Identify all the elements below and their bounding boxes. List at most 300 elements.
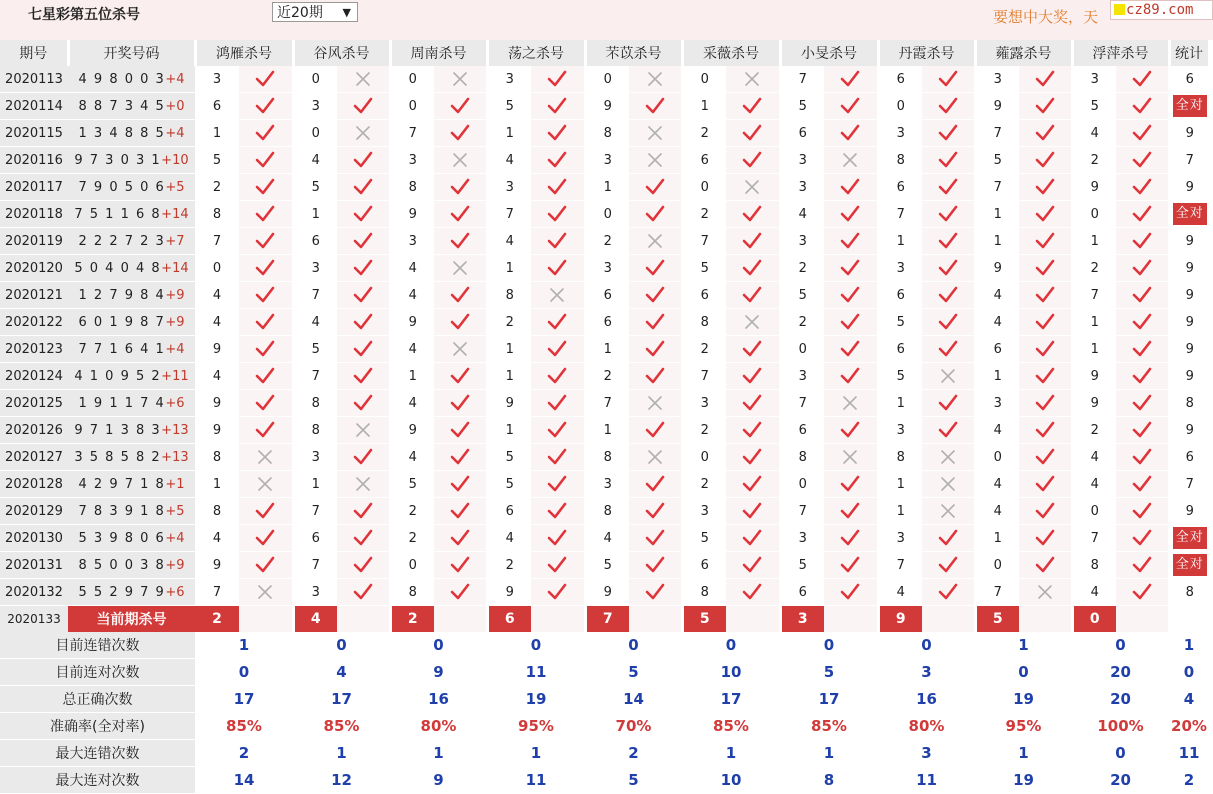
- stats-value: 3: [878, 740, 975, 767]
- kill-result: [1019, 525, 1072, 552]
- kill-result: [239, 282, 293, 309]
- kill-number: 5: [293, 174, 337, 201]
- stats-value: 11: [487, 767, 585, 794]
- kill-result: [824, 255, 878, 282]
- draw-digits: 4 2 9 7 1 8: [78, 476, 166, 492]
- kill-result: [239, 93, 293, 120]
- kill-number: 4: [195, 309, 239, 336]
- stats-value: 1: [780, 740, 878, 767]
- kill-result: [824, 417, 878, 444]
- stats-value: 85%: [195, 713, 293, 740]
- check-icon: [938, 177, 958, 197]
- stats-value: 1: [975, 632, 1072, 659]
- table-row: [0, 552, 1209, 579]
- check-icon: [645, 501, 665, 521]
- check-icon: [938, 96, 958, 116]
- stats-value: 0: [195, 659, 293, 686]
- table-row: [0, 390, 1209, 417]
- check-icon: [840, 528, 860, 548]
- draw-number-cell: [68, 93, 195, 120]
- cross-icon: [1035, 582, 1055, 602]
- kill-result: [629, 417, 682, 444]
- kill-number: 4: [195, 525, 239, 552]
- draw-digits: 1 9 1 1 7 4: [78, 395, 166, 411]
- kill-number: 5: [780, 93, 824, 120]
- table-row: [0, 228, 1209, 255]
- empty-cell: [922, 606, 975, 633]
- stats-value: 11: [487, 659, 585, 686]
- kill-number: 7: [780, 390, 824, 417]
- current-kill-label: 当前期杀号: [68, 606, 195, 633]
- kill-result: [629, 120, 682, 147]
- cross-icon: [840, 447, 860, 467]
- kill-result: [726, 336, 780, 363]
- kill-result: [531, 309, 585, 336]
- stats-value: 17: [682, 686, 780, 713]
- kill-number: 2: [1072, 417, 1116, 444]
- table-row: [0, 417, 1209, 444]
- draw-number-cell: [68, 552, 195, 579]
- kill-result: [531, 471, 585, 498]
- kill-result: [726, 471, 780, 498]
- kill-result: [629, 93, 682, 120]
- draw-digits: 1 3 4 8 8 5: [78, 125, 166, 141]
- stats-value: 80%: [390, 713, 487, 740]
- cross-icon: [255, 447, 275, 467]
- stat-cell: 9: [1169, 120, 1209, 147]
- kill-result: [239, 120, 293, 147]
- period-cell: 2020120: [0, 255, 68, 282]
- draw-bonus: +5: [165, 179, 185, 195]
- kill-number: 2: [195, 174, 239, 201]
- kill-result: [434, 417, 487, 444]
- check-icon: [450, 582, 470, 602]
- kill-number: 8: [682, 579, 726, 606]
- kill-number: 9: [195, 390, 239, 417]
- kill-number: 5: [195, 147, 239, 174]
- stat-cell: 6: [1169, 444, 1209, 471]
- stats-value: 85%: [682, 713, 780, 740]
- check-icon: [1132, 150, 1152, 170]
- check-icon: [353, 177, 373, 197]
- kill-number: 3: [390, 228, 434, 255]
- check-icon: [1132, 501, 1152, 521]
- kill-number: 6: [682, 147, 726, 174]
- check-icon: [450, 312, 470, 332]
- stat-cell: 6: [1169, 66, 1209, 93]
- kill-number: 6: [293, 525, 337, 552]
- kill-result: [922, 174, 975, 201]
- kill-number: 6: [878, 336, 922, 363]
- kill-result: [922, 93, 975, 120]
- cross-icon: [742, 177, 762, 197]
- stats-value: 1: [195, 632, 293, 659]
- kill-number: 4: [390, 390, 434, 417]
- draw-number-cell: [68, 471, 195, 498]
- kill-number: 7: [780, 66, 824, 93]
- kill-number: 1: [195, 471, 239, 498]
- draw-digits: 5 3 9 8 0 6: [78, 530, 166, 546]
- kill-result: [629, 444, 682, 471]
- draw-number-cell: [68, 66, 195, 93]
- kill-number: 5: [487, 444, 531, 471]
- stat-cell: 9: [1169, 336, 1209, 363]
- check-icon: [742, 96, 762, 116]
- period-cell: 2020133: [0, 606, 68, 633]
- kill-number: 7: [390, 120, 434, 147]
- check-icon: [450, 285, 470, 305]
- kill-number: 3: [780, 174, 824, 201]
- kill-result: [726, 228, 780, 255]
- kill-result: [824, 336, 878, 363]
- check-icon: [353, 501, 373, 521]
- stats-value: 1: [682, 740, 780, 767]
- kill-number: 8: [293, 417, 337, 444]
- check-icon: [450, 528, 470, 548]
- check-icon: [938, 393, 958, 413]
- check-icon: [450, 447, 470, 467]
- kill-result: [726, 417, 780, 444]
- kill-result: [239, 552, 293, 579]
- kill-number: 4: [975, 282, 1019, 309]
- kill-result: [239, 525, 293, 552]
- kill-number: 5: [293, 336, 337, 363]
- kill-result: [337, 66, 390, 93]
- kill-result: [337, 228, 390, 255]
- column-header: 采薇杀号: [682, 40, 780, 66]
- kill-number: 1: [975, 201, 1019, 228]
- kill-result: [824, 525, 878, 552]
- current-kill-number: 0: [1072, 606, 1116, 633]
- kill-number: 3: [487, 174, 531, 201]
- kill-number: 4: [1072, 444, 1116, 471]
- cross-icon: [353, 420, 373, 440]
- stats-value: 0: [780, 632, 878, 659]
- column-header: 统计: [1169, 40, 1209, 66]
- check-icon: [450, 366, 470, 386]
- stats-value: 0: [1169, 659, 1209, 686]
- kill-number: 9: [195, 336, 239, 363]
- kill-number: 3: [878, 255, 922, 282]
- kill-number: 8: [878, 444, 922, 471]
- check-icon: [1035, 123, 1055, 143]
- check-icon: [450, 123, 470, 143]
- kill-result: [337, 93, 390, 120]
- table-row: [0, 525, 1209, 552]
- kill-result: [434, 309, 487, 336]
- kill-result: [337, 471, 390, 498]
- stats-value: 95%: [975, 713, 1072, 740]
- check-icon: [450, 96, 470, 116]
- kill-result: [824, 201, 878, 228]
- kill-result: [1019, 363, 1072, 390]
- check-icon: [255, 123, 275, 143]
- stats-value: 80%: [878, 713, 975, 740]
- stats-value: 85%: [780, 713, 878, 740]
- kill-result: [629, 201, 682, 228]
- check-icon: [938, 258, 958, 278]
- draw-number-cell: [68, 309, 195, 336]
- stat-cell: 9: [1169, 255, 1209, 282]
- check-icon: [1132, 258, 1152, 278]
- kill-result: [629, 174, 682, 201]
- kill-number: 8: [195, 201, 239, 228]
- draw-bonus: +0: [165, 98, 185, 114]
- draw-number-cell: [68, 255, 195, 282]
- kill-number: 4: [487, 228, 531, 255]
- check-icon: [840, 420, 860, 440]
- kill-number: 1: [682, 93, 726, 120]
- column-header: 开奖号码: [68, 40, 195, 66]
- stats-value: 0: [1072, 632, 1169, 659]
- kill-number: 3: [585, 255, 629, 282]
- kill-result: [531, 255, 585, 282]
- kill-number: 7: [878, 552, 922, 579]
- period-cell: 2020118: [0, 201, 68, 228]
- empty-cell: [726, 606, 780, 633]
- kill-number: 7: [293, 363, 337, 390]
- kill-result: [726, 363, 780, 390]
- check-icon: [840, 366, 860, 386]
- draw-number-cell: [68, 147, 195, 174]
- kill-result: [922, 255, 975, 282]
- kill-result: [1019, 93, 1072, 120]
- kill-result: [434, 282, 487, 309]
- kill-number: 0: [975, 444, 1019, 471]
- kill-number: 3: [682, 390, 726, 417]
- kill-number: 1: [487, 255, 531, 282]
- draw-bonus: +11: [161, 368, 189, 384]
- kill-result: [824, 174, 878, 201]
- draw-bonus: +13: [161, 422, 189, 438]
- check-icon: [255, 150, 275, 170]
- kill-result: [629, 525, 682, 552]
- period-cell: 2020132: [0, 579, 68, 606]
- kill-number: 0: [390, 93, 434, 120]
- check-icon: [547, 96, 567, 116]
- check-icon: [547, 393, 567, 413]
- check-icon: [645, 366, 665, 386]
- check-icon: [353, 555, 373, 575]
- check-icon: [645, 177, 665, 197]
- check-icon: [547, 420, 567, 440]
- kill-number: 2: [390, 525, 434, 552]
- kill-result: [824, 93, 878, 120]
- kill-number: 4: [1072, 579, 1116, 606]
- check-icon: [450, 393, 470, 413]
- stat-cell: 9: [1169, 498, 1209, 525]
- kill-number: 9: [585, 579, 629, 606]
- kill-result: [337, 498, 390, 525]
- draw-bonus: +14: [161, 260, 189, 276]
- stats-value: 4: [293, 659, 390, 686]
- kill-number: 4: [195, 282, 239, 309]
- kill-result: [629, 309, 682, 336]
- kill-result: [726, 147, 780, 174]
- period-cell: 2020113: [0, 66, 68, 93]
- column-header: 芣苡杀号: [585, 40, 682, 66]
- check-icon: [450, 474, 470, 494]
- kill-number: 9: [1072, 363, 1116, 390]
- kill-number: 4: [878, 579, 922, 606]
- table-row: [0, 174, 1209, 201]
- draw-digits: 7 8 3 9 1 8: [78, 503, 166, 519]
- kill-number: 8: [195, 498, 239, 525]
- kill-number: 1: [975, 228, 1019, 255]
- check-icon: [1132, 420, 1152, 440]
- kill-number: 0: [293, 66, 337, 93]
- site-logo[interactable]: [1110, 0, 1213, 20]
- kill-result: [824, 120, 878, 147]
- empty-cell: [434, 606, 487, 633]
- kill-number: 8: [390, 174, 434, 201]
- kill-number: 2: [1072, 147, 1116, 174]
- kill-result: [239, 201, 293, 228]
- stats-value: 95%: [487, 713, 585, 740]
- check-icon: [938, 555, 958, 575]
- kill-number: 9: [585, 93, 629, 120]
- stats-value: 9: [390, 659, 487, 686]
- period-select[interactable]: [272, 2, 358, 22]
- stats-value: 19: [975, 767, 1072, 794]
- stats-value: 20: [1072, 659, 1169, 686]
- kill-result: [337, 363, 390, 390]
- header-row: [0, 40, 1209, 66]
- draw-number-cell: [68, 525, 195, 552]
- kill-result: [1116, 579, 1169, 606]
- kill-number: 1: [585, 174, 629, 201]
- period-cell: 2020124: [0, 363, 68, 390]
- kill-result: [239, 147, 293, 174]
- kill-number: 8: [585, 498, 629, 525]
- check-icon: [645, 420, 665, 440]
- period-cell: 2020116: [0, 147, 68, 174]
- check-icon: [742, 474, 762, 494]
- kill-result: [824, 228, 878, 255]
- check-icon: [547, 204, 567, 224]
- kill-result: [434, 147, 487, 174]
- kill-result: [1019, 282, 1072, 309]
- cross-icon: [645, 393, 665, 413]
- check-icon: [1035, 177, 1055, 197]
- cross-icon: [450, 69, 470, 89]
- kill-result: [1019, 228, 1072, 255]
- check-icon: [938, 528, 958, 548]
- draw-digits: 1 2 7 9 8 4: [78, 287, 166, 303]
- kill-number-table: [0, 40, 1211, 794]
- kill-number: 1: [878, 471, 922, 498]
- draw-bonus: +9: [165, 287, 185, 303]
- kill-number: 5: [878, 309, 922, 336]
- period-select-value: 近20期: [277, 5, 323, 21]
- kill-result: [337, 552, 390, 579]
- check-icon: [1132, 123, 1152, 143]
- check-icon: [1132, 582, 1152, 602]
- stats-value: 19: [975, 686, 1072, 713]
- kill-result: [337, 201, 390, 228]
- check-icon: [645, 285, 665, 305]
- kill-result: [531, 93, 585, 120]
- kill-result: [824, 498, 878, 525]
- kill-number: 7: [195, 579, 239, 606]
- draw-digits: 9 7 1 3 8 3: [74, 422, 162, 438]
- draw-bonus: +6: [165, 395, 185, 411]
- kill-result: [922, 579, 975, 606]
- draw-digits: 7 5 1 1 6 8: [74, 206, 162, 222]
- kill-number: 5: [487, 471, 531, 498]
- kill-number: 2: [585, 228, 629, 255]
- kill-number: 5: [585, 552, 629, 579]
- check-icon: [840, 474, 860, 494]
- stats-label: 最大连对次数: [0, 767, 195, 794]
- check-icon: [938, 69, 958, 89]
- kill-number: 3: [293, 93, 337, 120]
- check-icon: [353, 582, 373, 602]
- kill-result: [629, 471, 682, 498]
- check-icon: [742, 528, 762, 548]
- kill-result: [629, 336, 682, 363]
- period-cell: 2020125: [0, 390, 68, 417]
- check-icon: [742, 420, 762, 440]
- check-icon: [1035, 501, 1055, 521]
- stat-cell: 9: [1169, 282, 1209, 309]
- draw-digits: 5 0 4 0 4 8: [74, 260, 162, 276]
- kill-number: 1: [1072, 336, 1116, 363]
- draw-number-cell: [68, 579, 195, 606]
- check-icon: [742, 447, 762, 467]
- table-row: [0, 309, 1209, 336]
- kill-number: 0: [682, 66, 726, 93]
- check-icon: [742, 258, 762, 278]
- kill-result: [337, 174, 390, 201]
- kill-number: 8: [390, 579, 434, 606]
- check-icon: [255, 312, 275, 332]
- top-bar: [0, 0, 1213, 40]
- kill-number: 4: [1072, 471, 1116, 498]
- current-kill-number: 4: [293, 606, 337, 633]
- kill-number: 2: [780, 255, 824, 282]
- draw-bonus: +14: [161, 206, 189, 222]
- period-cell: 2020115: [0, 120, 68, 147]
- check-icon: [1035, 555, 1055, 575]
- kill-number: 3: [293, 444, 337, 471]
- kill-result: [337, 417, 390, 444]
- kill-number: 3: [195, 66, 239, 93]
- kill-number: 2: [487, 309, 531, 336]
- table-row: [0, 66, 1209, 93]
- kill-number: 7: [487, 201, 531, 228]
- period-cell: 2020130: [0, 525, 68, 552]
- draw-number-cell: [68, 336, 195, 363]
- stats-value: 9: [390, 767, 487, 794]
- kill-number: 6: [585, 282, 629, 309]
- empty-cell: [337, 606, 390, 633]
- kill-result: [1019, 417, 1072, 444]
- kill-result: [922, 201, 975, 228]
- kill-number: 6: [780, 579, 824, 606]
- slogan-text: 要想中大奖，天: [993, 8, 1099, 26]
- check-icon: [645, 582, 665, 602]
- check-icon: [353, 285, 373, 305]
- check-icon: [450, 177, 470, 197]
- kill-number: 0: [585, 201, 629, 228]
- draw-bonus: +1: [165, 476, 185, 492]
- check-icon: [353, 339, 373, 359]
- kill-number: 3: [878, 417, 922, 444]
- stats-value: 4: [1169, 686, 1209, 713]
- kill-result: [629, 390, 682, 417]
- stats-value: 1: [975, 740, 1072, 767]
